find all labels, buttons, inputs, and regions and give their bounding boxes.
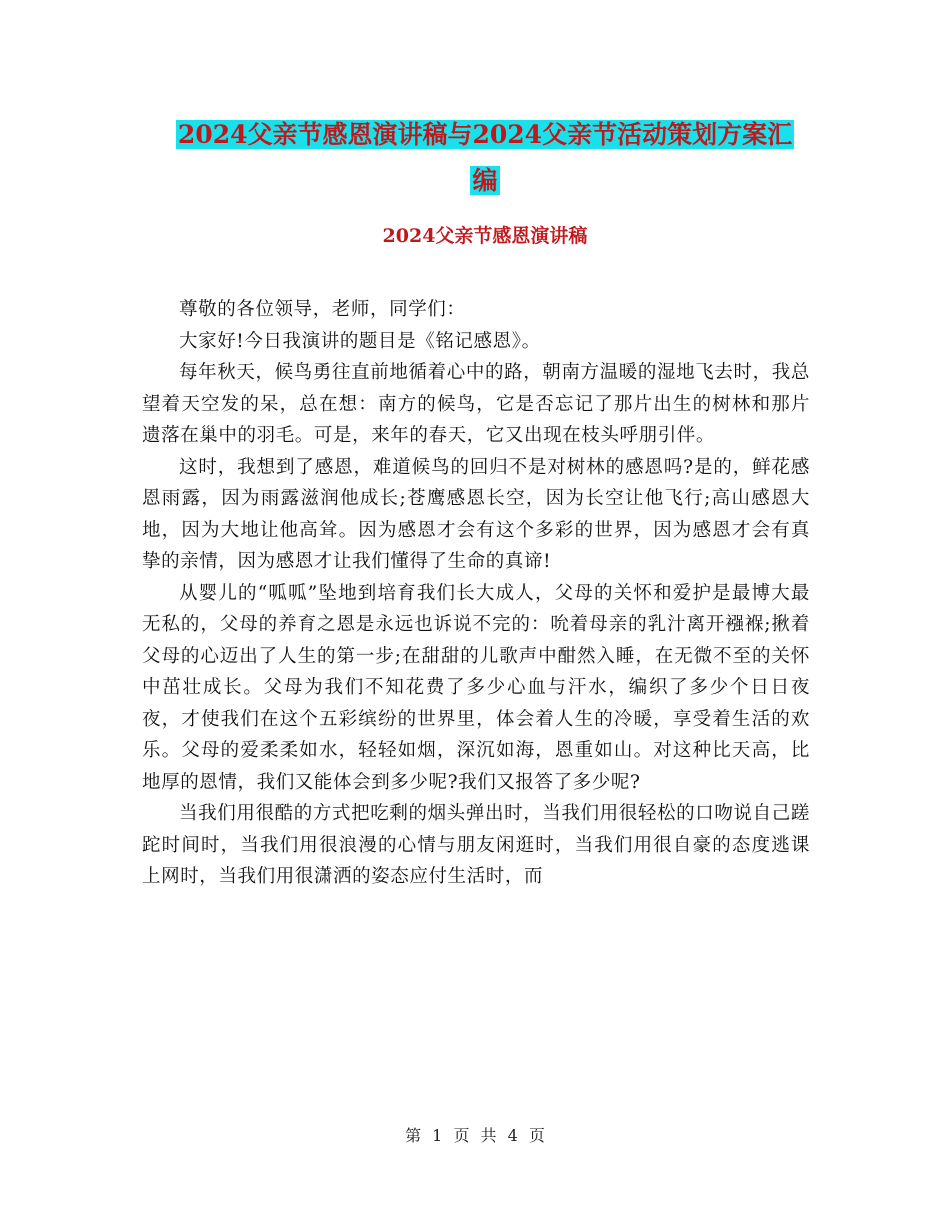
document-title-line2: 编	[472, 166, 498, 195]
document-title-line1: 2024父亲节感恩演讲稿与2024父亲节活动策划方案汇	[177, 120, 793, 149]
paragraph: 这时，我想到了感恩，难道候鸟的回归不是对树林的感恩吗?是的，鲜花感恩雨露，因为雨露滋润他成长;苍鹰感恩长空，因为长空让他飞行;高山感恩大地，因为大地让他高耸。因为感恩才会有这个多彩的世界，因为感恩才会有真挚的亲情，因为感恩才让我们懂得了生命的真谛!	[142, 456, 810, 572]
paragraph: 尊敬的各位领导，老师，同学们：	[179, 299, 466, 320]
document-body	[142, 294, 810, 893]
paragraph: 从婴儿的“呱呱”坠地到培育我们长大成人，父母的关怀和爱护是最博大最无私的，父母的养育之恩是永远也诉说不完的：吮着母亲的乳汁离开襁褓;揪着父母的心迈出了人生的第一步;在甜甜的儿歌声中酣然入睡，在无微不至的关怀中茁壮成长。父母为我们不知花费了多少心血与汗水，编织了多少个日日夜夜，才使我们在这个五彩缤纷的世界里，体会着人生的冷暖，享受着生活的欢乐。父母的爱柔柔如水，轻轻如烟，深沉如海，恩重如山。对这种比天高，比地厚的恩情，我们又能体会到多少呢?我们又报答了多少呢?	[142, 582, 810, 793]
page-footer: 第 1 页 共 4 页	[405, 1126, 545, 1145]
paragraph: 大家好!今日我演讲的题目是《铭记感恩》。	[179, 330, 541, 352]
paragraph: 每年秋天，候鸟勇往直前地循着心中的路，朝南方温暖的湿地飞去时，我总望着天空发的呆，总在想：南方的候鸟，它是否忘记了那片出生的树林和那片遗落在巢中的羽毛。可是，来年的春天，它又出现在枝头呼朋引伴。	[142, 362, 810, 446]
document-title	[140, 112, 830, 204]
section-title: 2024父亲节感恩演讲稿	[382, 225, 588, 247]
paragraph: 当我们用很酷的方式把吃剩的烟头弹出时，当我们用很轻松的口吻说自己蹉跎时间时，当我们用很浪漫的心情与朋友闲逛时，当我们用很自豪的态度逃课上网时，当我们用很潇洒的姿态应付生活时，而	[142, 803, 810, 887]
